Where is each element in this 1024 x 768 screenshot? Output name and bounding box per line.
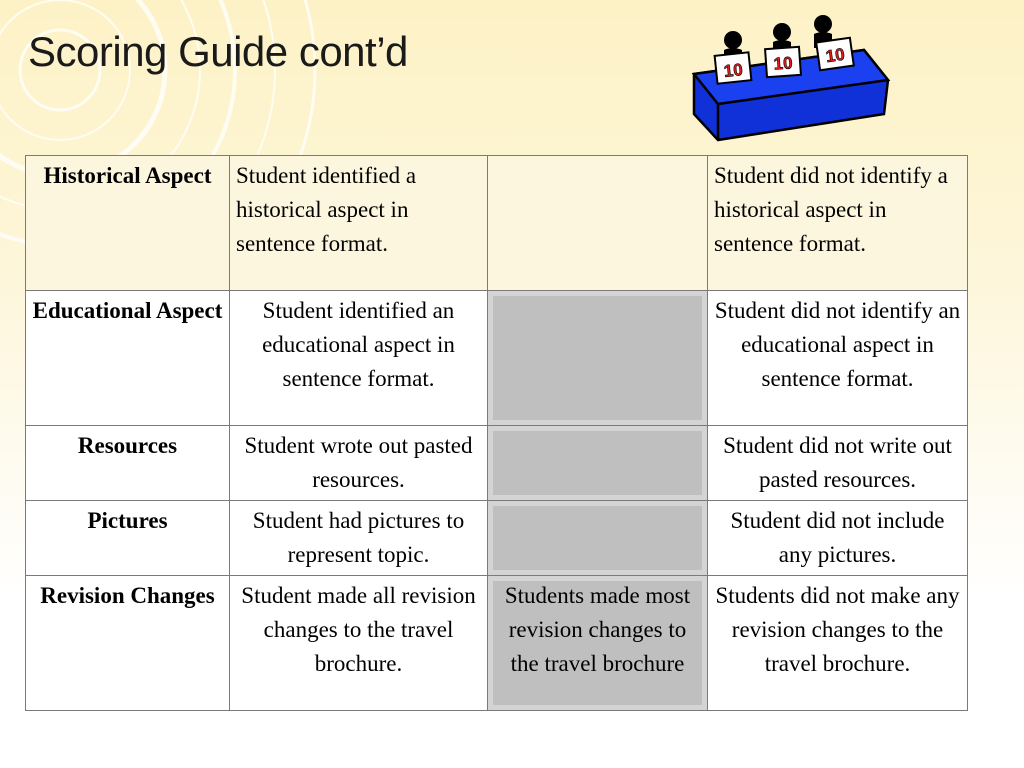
table-row bbox=[26, 156, 968, 291]
no-credit-cell: Students did not make any revision changes to the travel brochure. bbox=[708, 576, 968, 711]
row-aspect-label: Pictures bbox=[26, 501, 230, 576]
partial-credit-cell: Students made most revision changes to the travel brochure bbox=[488, 576, 708, 711]
svg-text:10: 10 bbox=[773, 53, 794, 74]
svg-text:10: 10 bbox=[824, 44, 846, 67]
slide-title: Scoring Guide cont’d bbox=[28, 28, 408, 75]
partial-credit-cell bbox=[488, 156, 708, 291]
table-row bbox=[26, 426, 968, 501]
partial-credit-cell bbox=[488, 291, 708, 426]
full-credit-cell: Student identified an educational aspect in sentence format. bbox=[230, 291, 488, 426]
svg-text:10: 10 bbox=[722, 60, 744, 81]
row-aspect-label: Historical Aspect bbox=[26, 156, 230, 291]
row-aspect-label: Educational Aspect bbox=[26, 291, 230, 426]
score-card-1 bbox=[715, 52, 752, 83]
full-credit-cell: Student wrote out pasted resources. bbox=[230, 426, 488, 501]
partial-credit-cell bbox=[488, 426, 708, 501]
score-card-2 bbox=[765, 47, 801, 77]
no-credit-cell: Student did not include any pictures. bbox=[708, 501, 968, 576]
full-credit-cell: Student identified a historical aspect in sentence format. bbox=[230, 156, 488, 291]
score-card-3 bbox=[816, 38, 854, 70]
judges-scorecard-clipart bbox=[688, 12, 908, 147]
full-credit-cell: Student made all revision changes to the travel brochure. bbox=[230, 576, 488, 711]
scoring-guide-table bbox=[25, 155, 968, 711]
row-aspect-label: Resources bbox=[26, 426, 230, 501]
no-credit-cell: Student did not write out pasted resources. bbox=[708, 426, 968, 501]
partial-credit-cell bbox=[488, 501, 708, 576]
table-row bbox=[26, 501, 968, 576]
table-row bbox=[26, 576, 968, 711]
no-credit-cell: Student did not identify an educational aspect in sentence format. bbox=[708, 291, 968, 426]
full-credit-cell: Student had pictures to represent topic. bbox=[230, 501, 488, 576]
table-row bbox=[26, 291, 968, 426]
row-aspect-label: Revision Changes bbox=[26, 576, 230, 711]
no-credit-cell: Student did not identify a historical aspect in sentence format. bbox=[708, 156, 968, 291]
